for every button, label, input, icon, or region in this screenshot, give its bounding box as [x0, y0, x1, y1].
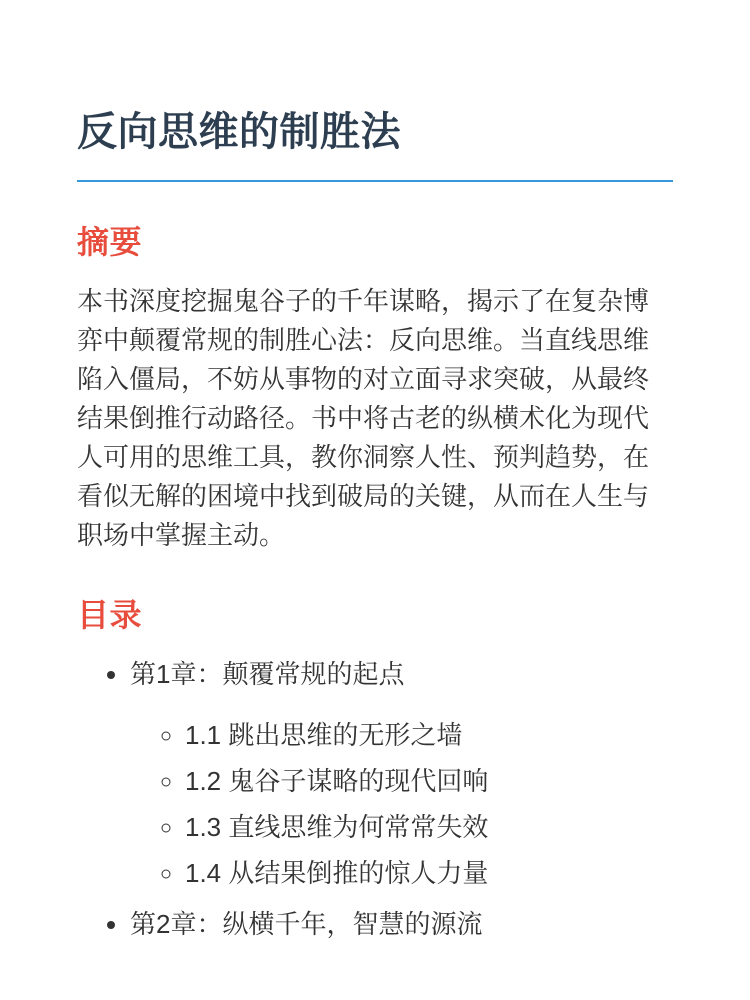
- toc-heading: 目录: [77, 597, 143, 633]
- toc-chapter-item: [130, 655, 673, 893]
- toc-sublist: [130, 716, 673, 893]
- toc-chapter-label: 第1章：颠覆常规的起点: [130, 659, 405, 689]
- summary-heading: 摘要: [77, 224, 143, 260]
- toc-chapter-item: [130, 905, 673, 944]
- toc-section-item: ◦ 1.3 直线思维为何常常失效: [185, 808, 673, 847]
- toc-chapter-label: 第2章：纵横千年，智慧的源流: [130, 909, 483, 939]
- summary-paragraph: 本书深度挖掘鬼谷子的千年谋略，揭示了在复杂博弈中颠覆常规的制胜心法：反向思维。当直线思维陷入僵局，不妨从事物的对立面寻求突破，从最终结果倒推行动路径。书中将古老的纵横术化为现代人可用的思维工具，教你洞察人性、预判趋势，在看似无解的困境中找到破局的关键，从而在人生与职场中掌握主动。: [77, 286, 650, 550]
- toc-section-item: ◦ 1.4 从结果倒推的惊人力量: [185, 854, 673, 893]
- page-title: 反向思维的制胜法: [77, 108, 673, 182]
- toc-section-item: ◦ 1.2 鬼谷子谋略的现代回响: [185, 762, 673, 801]
- toc-list: [77, 655, 673, 944]
- toc-section-item: ◦ 1.1 跳出思维的无形之墙: [185, 716, 673, 755]
